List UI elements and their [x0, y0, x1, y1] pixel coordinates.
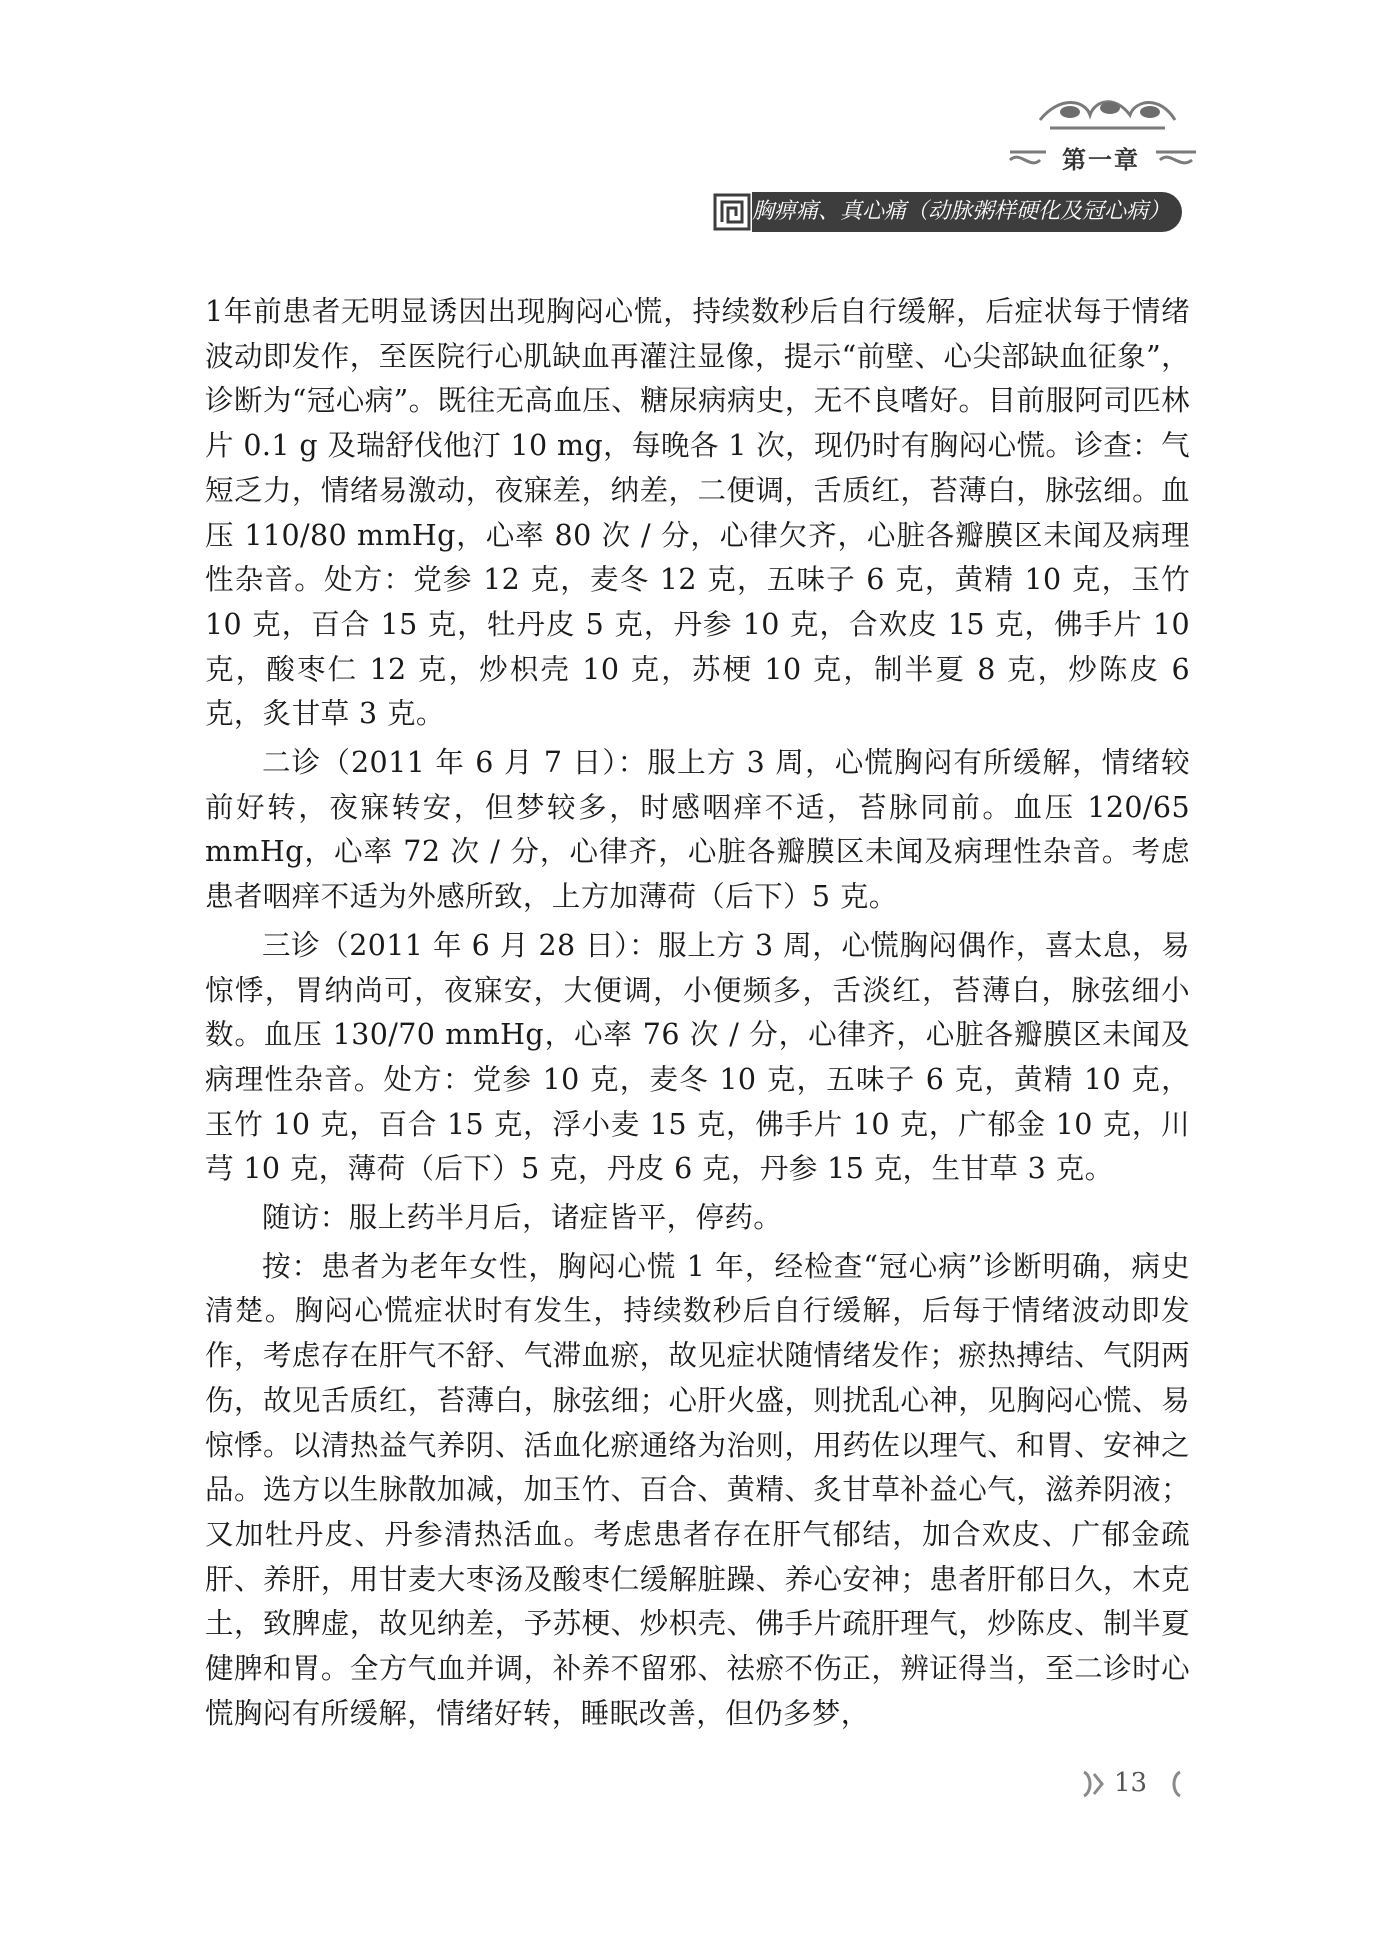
chapter-label: 第一章: [1062, 146, 1140, 174]
paragraph-history: 1年前患者无明显诱因出现胸闷心慌，持续数秒后自行缓解，后症状每于情绪波动即发作，至医院行心肌缺血再灌注显像，提示“前壁、心尖部缺血征象”，诊断为“冠心病”。既往无高血压、糖尿病病史，无不良嗜好。目前服阿司匹林片 0.1 g 及瑞舒伐他汀 10 mg，每晚各 1 次，现仍时有胸闷心慌。诊查：气短乏力，情绪易激动，夜寐差，纳差，二便调，舌质红，苔薄白，脉弦细。血压 110/80 mmHg，心率 80 次 / 分，心律欠齐，心脏各瓣膜区未闻及病理性杂音。处方：党参 12 克，麦冬 12 克，五味子 6 克，黄精 10 克，玉竹 10 克，百合 15 克，牡丹皮 5 克，丹参 10 克，合欢皮 15 克，佛手片 10 克，酸枣仁 12 克，炒枳壳 10 克，苏梗 10 克，制半夏 8 克，炒陈皮 6 克，炙甘草 3 克。: [205, 295, 1190, 731]
section-banner: [712, 192, 1182, 232]
paragraph-second-visit: 二诊（2011 年 6 月 7 日）：服上方 3 周，心慌胸闷有所缓解，情绪较前好转，夜寐转安，但梦较多，时感咽痒不适，苔脉同前。血压 120/65 mmHg，心率 72 次 / 分，心律齐，心脏各瓣膜区未闻及病理性杂音。考虑患者咽痒不适为外感所致，上方加薄荷（后下）5 克。: [205, 746, 1190, 914]
body-text: [205, 290, 1190, 1741]
page-number: 13: [1114, 1768, 1148, 1798]
paragraph-follow-up: 随访：服上药半月后，诸症皆平，停药。: [262, 1201, 783, 1235]
fret-square-icon: [712, 192, 752, 232]
paragraph-commentary: 按：患者为老年女性，胸闷心慌 1 年，经检查“冠心病”诊断明确，病史清楚。胸闷心慌症状时有发生，持续数秒后自行缓解，后每于情绪波动即发作，考虑存在肝气不舒、气滞血瘀，故见症状随情绪发作；瘀热搏结、气阴两伤，故见舌质红，苔薄白，脉弦细；心肝火盛，则扰乱心神，见胸闷心慌、易惊悸。以清热益气养阴、活血化瘀通络为治则，用药佐以理气、和胃、安神之品。选方以生脉散加减，加玉竹、百合、黄精、炙甘草补益心气，滋养阴液；又加牡丹皮、丹参清热活血。考虑患者存在肝气郁结，加合欢皮、广郁金疏肝、养肝，用甘麦大枣汤及酸枣仁缓解脏躁、养心安神；患者肝郁日久，木克土，致脾虚，故见纳差，予苏梗、炒枳壳、佛手片疏肝理气，炒陈皮、制半夏健脾和胃。全方气血并调，补养不留邪、祛瘀不伤正，辨证得当，至二诊时心慌胸闷有所缓解，情绪好转，睡眠改善，但仍多梦，: [205, 1249, 1190, 1730]
running-header: [0, 0, 1386, 240]
paragraph-third-visit: 三诊（2011 年 6 月 28 日）：服上方 3 周，心慌胸闷偶作，喜太息，易惊悸，胃纳尚可，夜寐安，大便调，小便频多，舌淡红，苔薄白，脉弦细小数。血压 130/70 mmHg，心率 76 次 / 分，心律齐，心脏各瓣膜区未闻及病理性杂音。处方：党参 10 克，麦冬 10 克，五味子 6 克，黄精 10 克，玉竹 10 克，百合 15 克，浮小麦 15 克，佛手片 10 克，广郁金 10 克，川芎 10 克，薄荷（后下）5 克，丹皮 6 克，丹参 15 克，生甘草 3 克。: [205, 928, 1190, 1186]
section-title: 胸痹痛、真心痛（动脉粥样硬化及冠心病）: [752, 199, 1171, 224]
